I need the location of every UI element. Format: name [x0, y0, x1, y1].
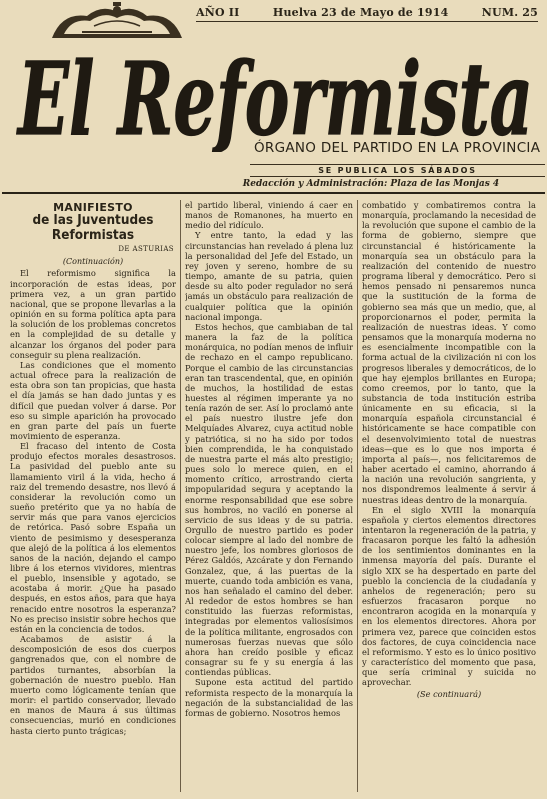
- office-address: Redacción y Administración: Plaza de las Monjas 4: [242, 179, 500, 189]
- issue-place-date: Huelva 23 de Mayo de 1914: [272, 5, 449, 19]
- publication-schedule: SE PUBLICA LOS SÁBADOS: [250, 164, 545, 177]
- article-column-3: [362, 200, 536, 792]
- article-column-1: [10, 200, 176, 792]
- issue-number: NUM. 25: [481, 5, 538, 19]
- paragraph: El reformismo significa la incorporación de estas ideas, por primera vez, a un gran partido nacional, que se propone llevarlas a la opinión en su forma política apta para la solución de los problemas concretos en la complejidad de su detalle y alcanzar los órganos del poder para conseguir su plena realización.: [10, 268, 176, 360]
- paragraph: Las condiciones que el momento actual ofrece para la realización de esta obra son tan propicias, que hasta el día jamás se han dado juntas y es difícil que puedan volver á darse. Por eso su simple aparición ha provocado en gran parte del país un fuerte movimiento de esperanza.: [10, 359, 176, 441]
- continuation-note: (Continuación): [62, 257, 124, 267]
- paragraph: Supone esta actitud del partido reformista respecto de la monarquía la negación de la substancialidad de las formas de gobierno. Nosotros hemos: [185, 677, 353, 718]
- issue-rule: [196, 21, 538, 22]
- article-column-2: [185, 200, 353, 792]
- masthead-rule: [2, 192, 545, 194]
- paragraph: Estos hechos, que cambiaban de tal manera la faz de la política monárquica, no podían menos de influir de rechazo en el campo republicano. Porque el cambio de las circunstancias eran tan trascendental, que, en opinión de muchos, la hostilidad de estas huestes al régimen imperante ya no tenía razón de ser. Así lo proclamó ante el país nuestro ilustre jefe don Melquíades Alvarez, cuya actitud noble y patriótica, si no ha sido por todos bien comprendida, le ha conquistado de nuestra parte el más alto prestigio; pues solo lo merece quien, en el momento crítico, arrostrando cierta impopularidad segura y aceptando la enorme responsabilidad que ese sobre sus hombros, no vaciló en ponerse al servicio de sus ideas y de su patria. Orgullo de nuestro partido es poder colocar siempre al lado del nombre de nuestro jefe, los nombres gloriosos de Pérez Galdós, Azcárate y don Fernando Gonzalez, que, á las puertas de la muerte, cuando toda ambición es vana, nos han señalado el camino del deber. Al rededor de estos hombres se han constituido las fuerzas reformistas, integradas por elementos valiosísimos de la política militante, engrosados con numerosas fuerzas nuevas que sólo ahora han creído posible y eficaz consagrar su fe y su energía á las contiendas públicas.: [185, 321, 353, 678]
- to-be-continued-note: (Se continuará): [416, 688, 482, 699]
- issue-year: AÑO II: [196, 5, 240, 19]
- paragraph: En el siglo XVIII la monarquía española y ciertos elementos directores intentaron la regeneración de la patria, y fracasaron porque les faltó la adhesión de los sentimientos dominantes en la inmensa mayoría del país. Durante el siglo XIX se ha despertado en parte del pueblo la conciencia de la ciudadanía y anhelos de regeneración; pero su esfuerzos fracasaron porque no encontraron acogida en la monarquía y en los elementos directores. Ahora por primera vez, parece que coinciden estos dos factores, de cuya coincidencia nace el reformismo. Y esto es lo único positivo y característico del momento que pasa, que sería criminal y suicida no aprovechar.: [362, 504, 536, 688]
- paragraph: Acabamos de asistir á la descomposición de esos dos cuerpos gangrenados que, con el nombre de partidos turnantes, absorbían la gobernación de nuestro pueblo. Han muerto como lógicamente tenían que morir: el partido conservador, llevado en manos de Maura á sus últimas consecuencias, murió en condiciones hasta cierto punto trágicas;: [10, 634, 176, 736]
- paragraph: combatido y combatiremos contra la monarquía, proclamando la necesidad de la revolución que supone el cambio de la forma de gobierno, siempre que circunstancial é históricamente la monarquía sea un obstáculo para la realización del contenido de nuestro programa liberal y democrático. Pero si hemos pensado ni pensaremos nunca que la sustitución de la forma de gobierno sea más que un medio, que, al proporcionarnos el poder, permita la realización de nuestras ideas. Y como pensamos que la monarquía moderna no es esencialmente incompatible con la forma actual de la civilización ni con los progresos liberales y democráticos, de lo que hay ejemplos brillantes en Europa; como creemos, por lo tanto, que la substancia de toda institución estriba únicamente en su eficacia, si la monarquía española circunstancial é históricamente se hace compatible con el desenvolvimiento total de nuestras ideas—que es lo que nos importa é importa al país—, nos felicitaremos de haber acertado el camino, ahorrando á la nación una revolución sangrienta, y nos dispondremos lealmente á servir á nuestras ideas dentro de la monarquía.: [362, 200, 536, 505]
- paragraph: El fracaso del intento de Costa produjo efectos morales desastrosos. La pasividad del pueblo ante su llamamiento viril á la vida, hecho á raiz del tremendo desastre, nos llevó á considerar la revolución como un sueño pretérito que ya no había de servir más que para vanos ejercicios de retórica. Pasó sobre España un viento de pesimismo y desesperanza que alejó de la política á los elementos sanos de la nación, dejando el campo libre á los eternos vividores, mientras el pueblo, insensible y agotado, se acostaba á morir. ¿Que ha pasado después, en estos años, para que haya renacido entre nosotros la esperanza? No es preciso insistir sobre hechos que están en la conciencia de todos.: [10, 441, 176, 634]
- column-divider: [180, 200, 181, 792]
- coat-of-arms-icon: [42, 2, 192, 42]
- paragraph: Y entre tanto, la edad y las circunstancias han revelado á plena luz la personalidad del Jefe del Estado, un rey joven y sereno, hombre de su tiempo, amante de su patria, quien desde su alto poder regulador no será jamás un obstáculo para realización de cualquier política que la opinión nacional imponga.: [185, 230, 353, 322]
- newspaper-title-text: El Reformista: [15, 42, 533, 152]
- issue-info-line: [196, 4, 538, 20]
- column-divider: [357, 200, 358, 792]
- newspaper-title: [10, 42, 540, 152]
- article-origin: DE ASTURIAS: [118, 245, 174, 254]
- paragraph: el partido liberal, viniendo á caer en manos de Romanones, ha muerto en medio del ridículo.: [185, 200, 353, 231]
- article-heading-line1: MANIFIESTO: [53, 201, 133, 214]
- newspaper-subtitle: ÓRGANO DEL PARTIDO EN LA PROVINCIA: [254, 140, 541, 156]
- article-heading-line2: de las Juventudes Reformistas: [32, 213, 154, 244]
